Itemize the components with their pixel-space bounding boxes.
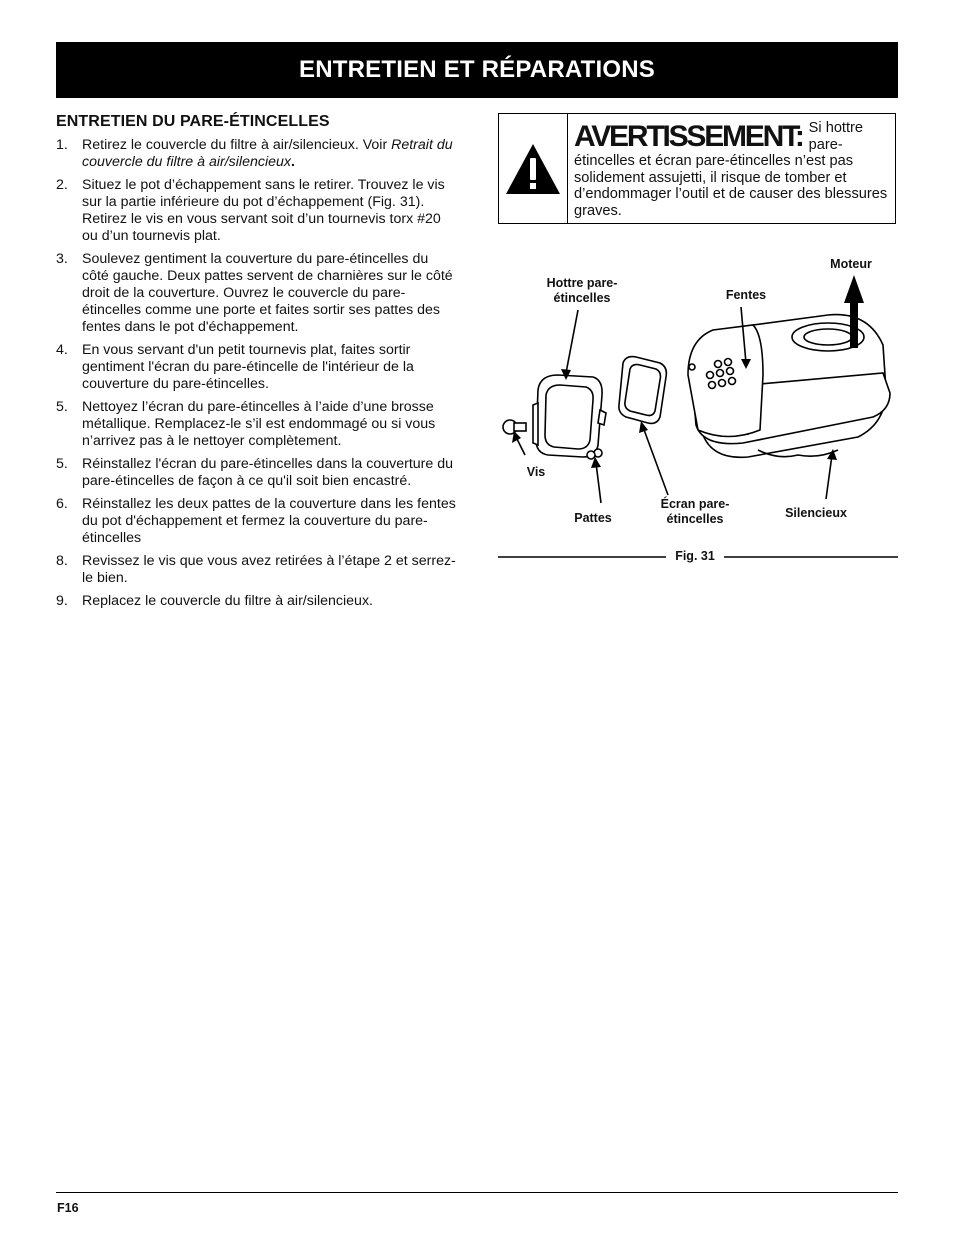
step-text: Retirez le couvercle du filtre à air/silencieux. Voir xyxy=(82,137,392,153)
section-title: ENTRETIEN DU PARE-ÉTINCELLES xyxy=(56,113,330,130)
step-text: Réinstallez les deux pattes de la couverture dans les fentes du pot d'échappement et fermez la couverture du pare-étincelles xyxy=(82,496,456,546)
step-number: 3. xyxy=(56,251,68,267)
section-header xyxy=(56,42,898,98)
step-number: 1. xyxy=(56,137,68,153)
step-number: 4. xyxy=(56,342,68,358)
step-number: 2. xyxy=(56,177,68,193)
warning-box xyxy=(498,113,896,224)
step-text: Situez le pot d’échappement sans le retirer. Trouvez le vis sur la partie inférieure du pot d’échappement (Fig. 31). Retirez le vis en vous servant soit d’un tournevis torx #20 ou d’un tournevis plat. xyxy=(82,177,445,244)
step-text: Revissez le vis que vous avez retirées à l’étape 2 et serrez-le bien. xyxy=(82,553,456,586)
step-text: En vous servant d'un petit tournevis plat, faites sortir gentiment l'écran du pare-étincelle de l'intérieur de la couverture du pare-étincelles. xyxy=(82,342,414,392)
instructions-column xyxy=(56,113,458,616)
label-hottre: Hottre pare-étincelles xyxy=(546,276,618,305)
list-item xyxy=(56,177,458,245)
steps-list xyxy=(56,137,458,610)
step-number: 5. xyxy=(56,399,68,415)
warning-content xyxy=(568,114,895,223)
list-item xyxy=(56,593,458,610)
list-item xyxy=(56,496,458,547)
label-pattes: Pattes xyxy=(574,511,612,525)
list-item xyxy=(56,342,458,393)
step-text: Soulevez gentiment la couverture du pare-étincelles du côté gauche. Deux pattes servent de charnières sur le côté droit de la couverture. Ouvrez le couvercle du pare-étincelles comme une porte et faites sortir ses pattes des fentes dans le pot d'échappement. xyxy=(82,251,453,335)
label-vis: Vis xyxy=(526,465,546,479)
list-item xyxy=(56,399,458,450)
step-reference: Retrait du couvercle du filtre à air/silencieux xyxy=(82,137,453,170)
label-silencieux: Silencieux xyxy=(785,506,847,520)
label-moteur: Moteur xyxy=(830,257,872,271)
list-item xyxy=(56,137,458,171)
step-number: 6. xyxy=(56,496,68,512)
list-item xyxy=(56,251,458,336)
screen-illustration xyxy=(619,357,667,424)
label-fentes: Fentes xyxy=(725,288,767,302)
page-number: F16 xyxy=(57,1201,79,1215)
figure-caption: Fig. 31 xyxy=(675,549,715,563)
warning-icon-cell xyxy=(499,114,568,223)
step-number: 8. xyxy=(56,553,68,569)
step-number: 5. xyxy=(56,456,68,472)
footer-divider xyxy=(56,1192,898,1193)
warning-text: Si hottre pare-étincelles et écran pare-étincelles n’est pas solidement assujetti, il risque de tomber et d’endommager l’outil et de causer des blessures graves. xyxy=(574,120,888,219)
page-title: ENTRETIEN ET RÉPARATIONS xyxy=(299,56,655,83)
list-item xyxy=(56,456,458,490)
step-suffix: . xyxy=(290,154,295,170)
step-text: Réinstallez l'écran du pare-étincelles dans la couverture du pare-étincelles de façon à ce qu'il soit bien encastré. xyxy=(82,456,454,489)
muffler-illustration xyxy=(688,315,890,458)
warning-title: AVERTISSEMENT: xyxy=(574,120,803,153)
warning-triangle-icon xyxy=(504,142,562,196)
list-item xyxy=(56,553,458,587)
step-text: Nettoyez l’écran du pare-étincelles à l’aide d’une brosse métallique. Remplacez-le s’il est endommagé ou si vous n’arrivez pas à le nettoyer complètement. xyxy=(82,399,436,449)
step-text: Replacez le couvercle du filtre à air/silencieux. xyxy=(82,593,373,609)
step-number: 9. xyxy=(56,593,68,609)
cover-illustration xyxy=(533,375,606,459)
label-ecran: Écran pare-étincelles xyxy=(660,497,730,526)
figure-31 xyxy=(498,245,898,575)
